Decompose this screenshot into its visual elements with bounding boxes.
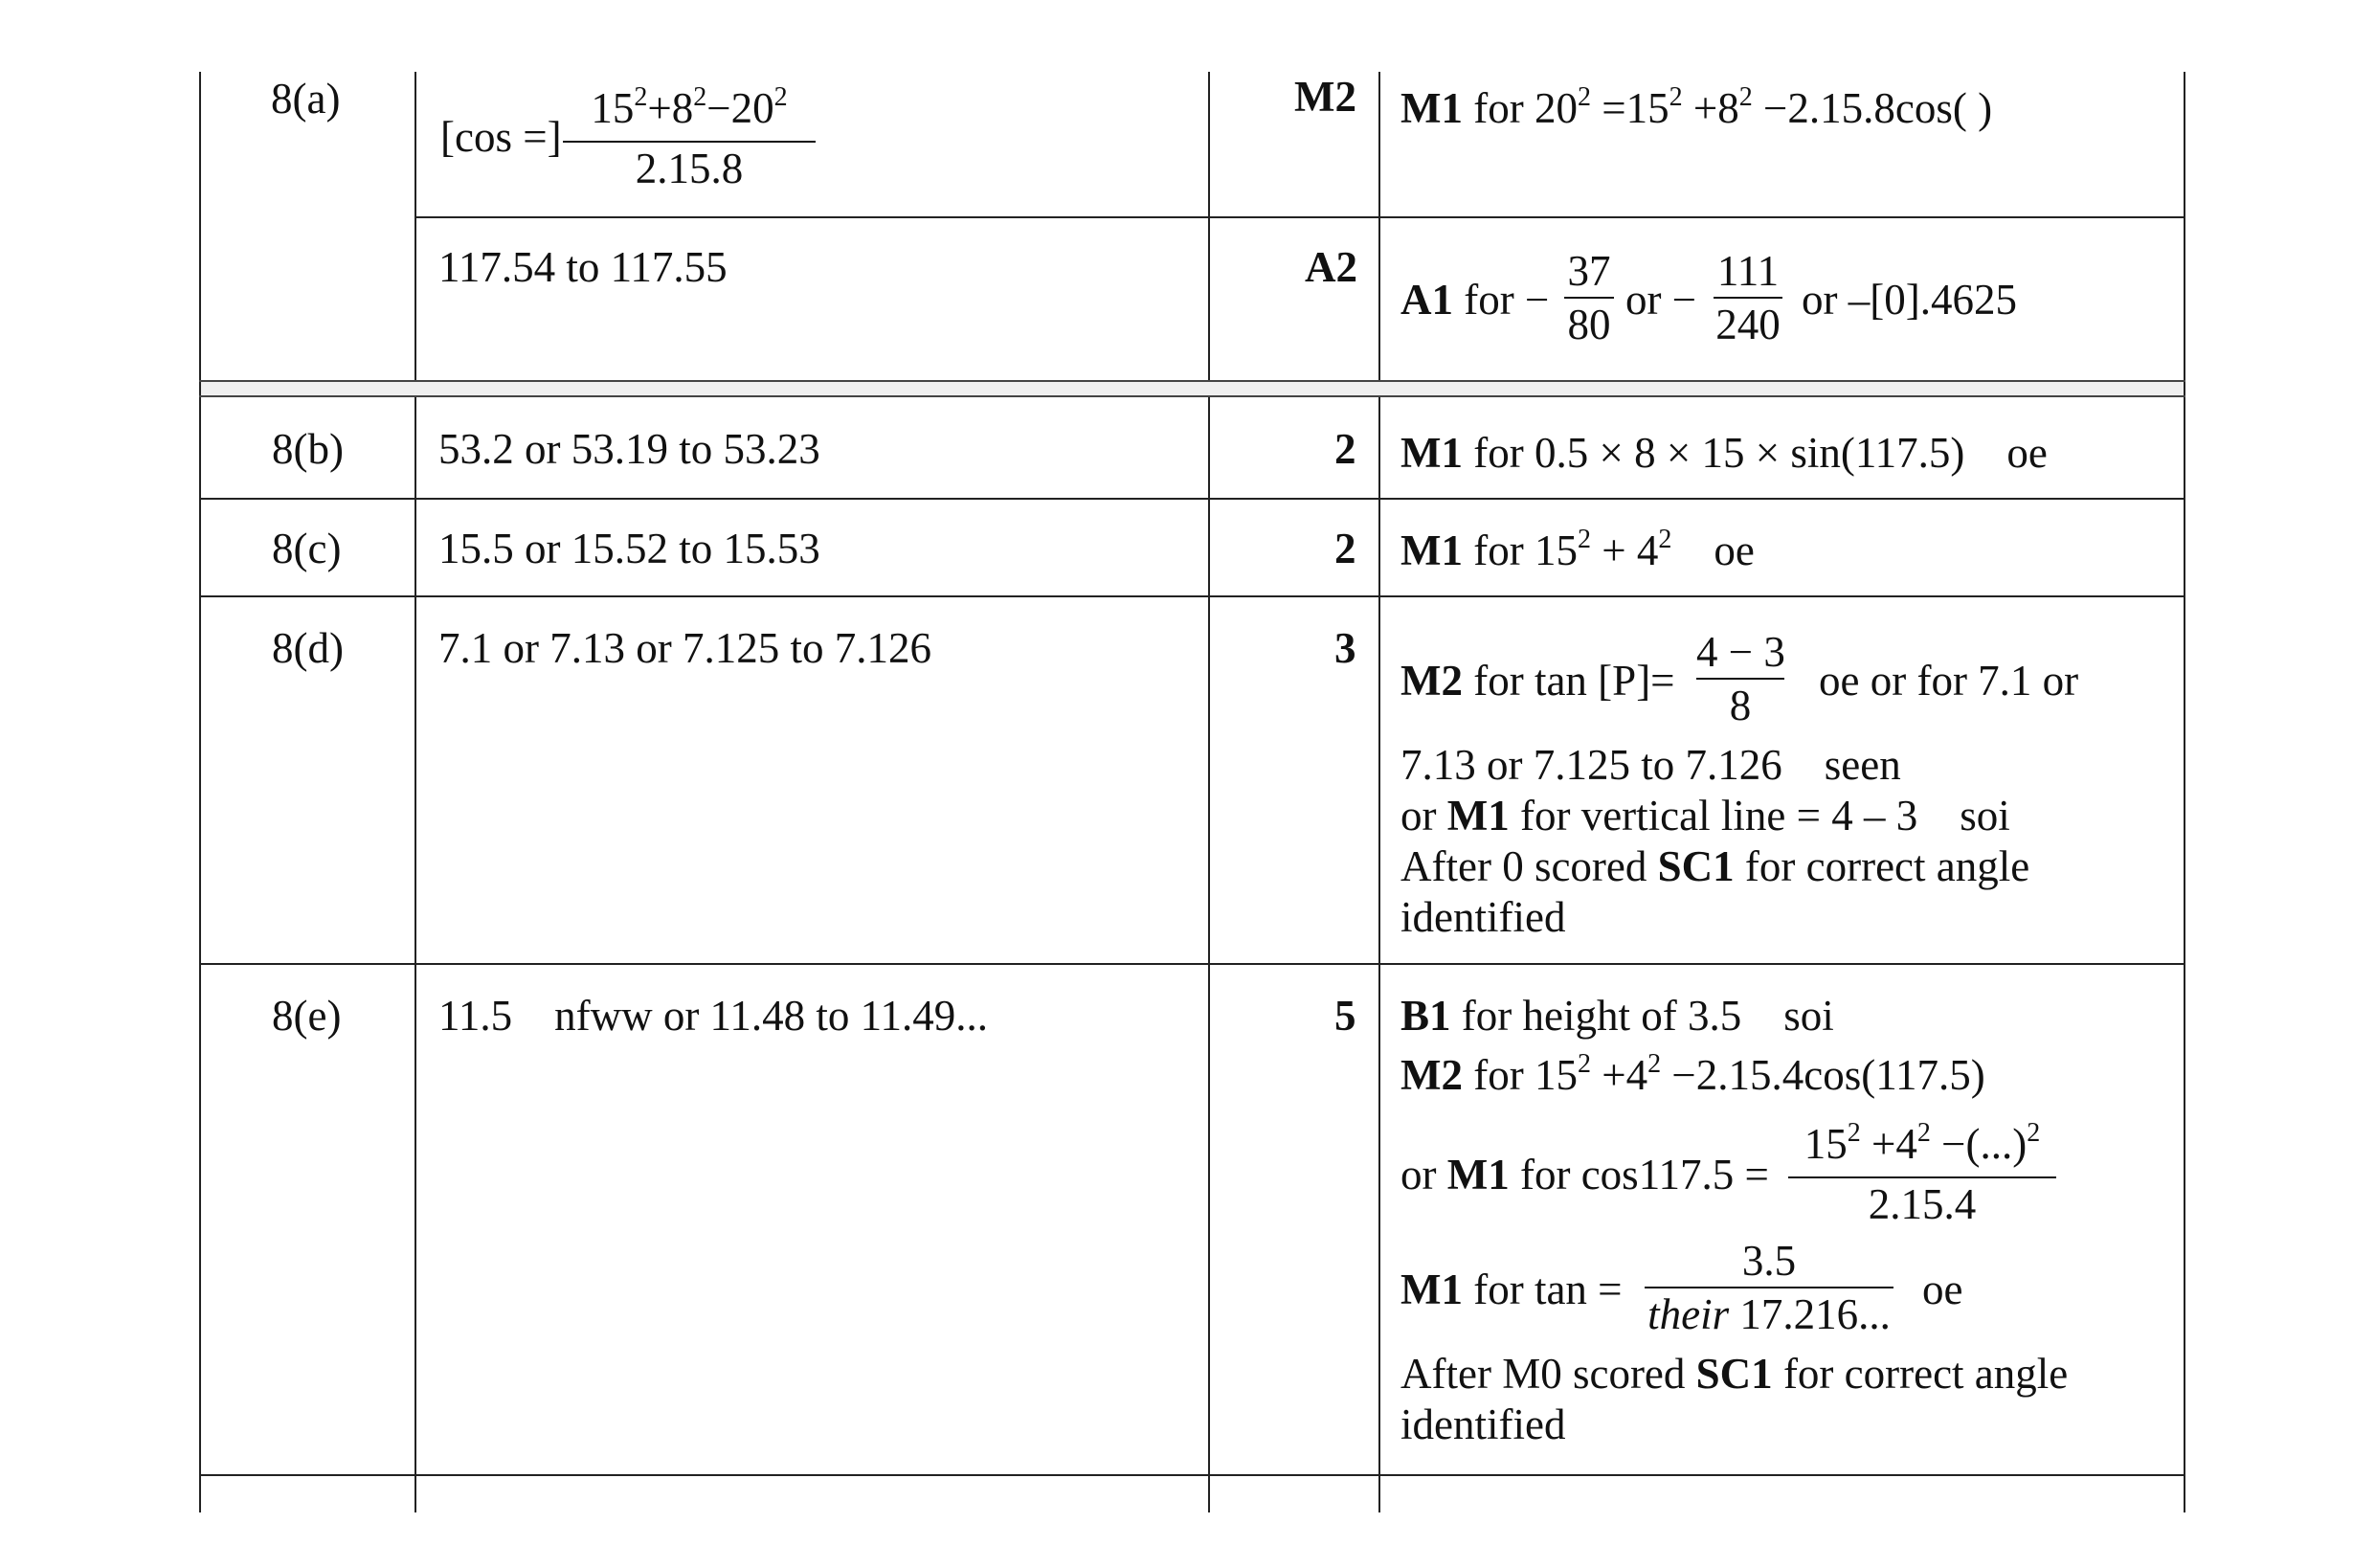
answer: 53.2 or 53.19 to 53.23	[438, 425, 820, 473]
row-a-end-2	[199, 395, 2185, 397]
guidance: M1 for 0.5 × 8 × 15 × sin(117.5) oe	[1400, 429, 2048, 477]
row-e-end	[199, 1474, 2185, 1476]
cosine-fraction	[563, 82, 816, 194]
guidance-oe: oe	[1922, 1266, 1963, 1313]
guidance-line: oe or for 7.1 or	[1819, 657, 2079, 705]
guidance-line: M1 for tan =	[1400, 1266, 1623, 1313]
row-separator-band	[201, 382, 2184, 396]
mark: M2	[1294, 73, 1356, 121]
guidance: M1 for $20^2 =15^2 +8^2 -2.15.8\cos$( )	[1400, 82, 1993, 132]
guidance-tail: or –[0].4625	[1802, 276, 2017, 324]
mark: 2	[1334, 425, 1356, 473]
tan-fraction: 4 − 3 8	[1696, 628, 1785, 729]
answer: 11.5 nfww or 11.48 to 11.49...	[438, 992, 988, 1040]
guidance-line: or M1 for cos117.5 =	[1400, 1151, 1769, 1198]
row-d-end	[199, 963, 2185, 965]
question-label: 8(e)	[272, 992, 342, 1040]
fraction-111-240: 111 240	[1714, 245, 1782, 350]
answer: 117.54 to 117.55	[438, 243, 728, 291]
guidance-line: After 0 scored SC1 for correct angle	[1400, 842, 2030, 890]
table-divider-3	[1378, 72, 1380, 1512]
guidance-line: After M0 scored SC1 for correct angle	[1400, 1350, 2069, 1398]
table-divider-1	[415, 72, 416, 1512]
guidance-line: identified	[1400, 893, 1566, 941]
row-a-split	[415, 216, 2185, 218]
guidance-line: 7.13 or 7.125 to 7.126 seen	[1400, 741, 1901, 789]
guidance-or: or −	[1625, 276, 1697, 324]
mark: 3	[1334, 624, 1356, 672]
guidance: A1 for −	[1400, 276, 1550, 324]
row-b-end	[199, 498, 2185, 500]
guidance-line: identified	[1400, 1400, 1566, 1448]
question-label: 8(c)	[272, 525, 342, 572]
table-border-left	[199, 72, 201, 1512]
answer: 15.5 or 15.52 to 15.53	[438, 525, 820, 572]
guidance-line: or M1 for vertical line = 4 – 3 soi	[1400, 792, 2010, 840]
table-border-right	[2184, 72, 2185, 1512]
mark: 2	[1334, 525, 1356, 572]
guidance: M1 for $15^2 + 4^2$ oe	[1400, 525, 1755, 574]
table-divider-2	[1208, 72, 1210, 1512]
mark: 5	[1334, 992, 1356, 1040]
question-label: 8(a)	[271, 75, 341, 123]
question-label: 8(d)	[272, 624, 344, 672]
guidance-line: M2 for tan [P]=	[1400, 657, 1675, 705]
fraction-numerator: $15^2+8^2-20^2$	[591, 82, 788, 132]
question-label: 8(b)	[272, 425, 344, 473]
mark: A2	[1305, 243, 1357, 291]
fraction-37-80: 37 80	[1564, 245, 1614, 350]
tan-fraction: 3.5 their 17.216...	[1645, 1235, 1893, 1340]
cosine-fraction: $15^2 +4^2 -(...)^2$ 2.15.4	[1788, 1118, 2056, 1230]
row-c-end	[199, 595, 2185, 597]
guidance-line: M2 for $15^2 +4^2 -2.15.4\cos(117.5)$	[1400, 1049, 1985, 1099]
guidance-line: B1 for height of 3.5 soi	[1400, 992, 1834, 1040]
answer: 7.1 or 7.13 or 7.125 to 7.126	[438, 624, 931, 672]
answer-prefix: [cos =]	[440, 113, 562, 161]
fraction-denominator: 2.15.8	[635, 145, 744, 192]
